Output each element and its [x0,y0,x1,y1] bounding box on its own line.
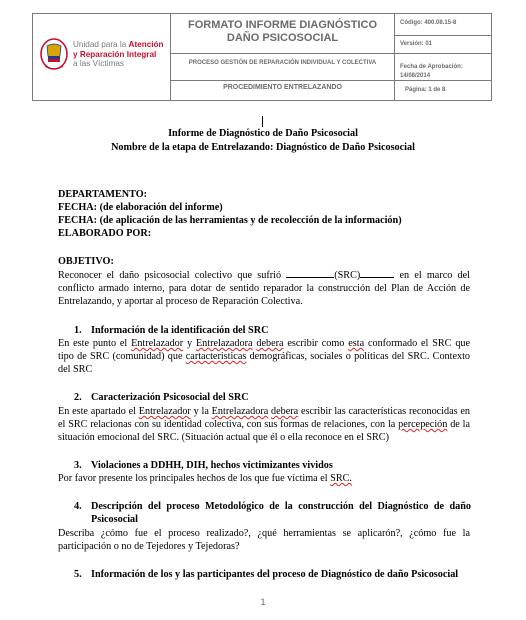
version-cell [395,36,491,54]
unidad-victimas-logo [39,36,167,76]
format-title-line2: DAÑO PSICOSOCIAL [226,32,339,44]
field-departamento: DEPARTAMENTO: [58,189,148,200]
doc-code: Código: 400.08.15-8 [400,20,457,26]
process-name: PROCESO GESTIÓN DE REPARACIÓN INDIVIDUAL Y COLECTIVA [188,60,377,66]
logo-cell [33,14,171,100]
s1-t1: Entrelazador [131,338,184,349]
code-cell [395,14,491,36]
s1-t7: esta [348,338,365,349]
process-cell [171,54,395,81]
format-title [171,14,394,45]
s3-t0: Por favor presente los principales hechos de los que fue víctima el [58,473,331,484]
section-1-title: Información de la identificación del SRC [91,325,269,336]
s1-t0: En este punto el [58,338,132,349]
section-2-body [58,405,470,444]
section-1-number: 1. [74,325,82,336]
section-1-body [58,337,470,376]
page-indicator: Página: 1 de 8 [405,87,446,93]
section-4-title: Descripción del proceso Metodológico de la construcción del Diagnóstico de daño Psicosocial [91,501,471,525]
field-fecha-aplicacion: FECHA: (de aplicación de las herramientas y de recolección de la información) [58,215,402,226]
section-2-number: 2. [74,392,82,403]
format-title-line1: FORMATO INFORME DIAGNÓSTICO [187,19,378,31]
section-5-number: 5. [74,569,82,580]
section-3-title: Violaciones a DDHH, DIH, hechos victimizantes vividos [91,460,333,471]
format-title-cell [171,14,395,54]
s2-t3: Entrelazadora [211,406,269,417]
doc-version: Versión: 01 [400,41,433,47]
s1-t9: cartacteristicas [185,351,247,362]
objective-text [58,268,470,308]
field-elaborado-por: ELABORADO POR: [58,228,152,239]
document-title: Informe de Diagnóstico de Daño Psicosocial [168,128,358,139]
s2-t7: percepeción [398,419,448,430]
approval-cell [395,54,491,81]
objective-heading: OBJETIVO: [58,256,114,267]
src-blank [286,268,334,278]
field-fecha-elaboracion: FECHA: (de elaboración del informe) [58,202,223,213]
logo-text [73,40,169,69]
page-cell [395,81,491,100]
procedure-name: PROCEDIMIENTO ENTRELAZANDO [223,84,342,91]
section-3-number: 3. [74,460,82,471]
s1-t2: y [183,338,196,349]
logo-line2: y Reparación Integral [73,49,157,59]
s1-t6: escribir como [283,338,349,349]
section-2-title: Caracterización Psicosocial del SRC [91,392,249,403]
objective-text-b: (SRC) [334,270,361,281]
s2-t5: debera [271,406,299,417]
s2-t1: Entrelazador [138,406,191,417]
logo-line3: a las Víctimas [73,59,124,68]
section-4-body: Describa ¿cómo fue el proceso realizado?, ¿qué herramientas se aplicarón?, ¿cómo fue la participación o no de Tejedores y Tejedoras? [58,528,470,552]
objective-text-a: Reconocer el daño psicosocial colectivo que sufrió [58,270,287,281]
logo-line1-red: Atención [128,40,164,49]
section-5-title: Información de los y las participantes del proceso de Diagnóstico de daño Psicosocial [91,569,459,580]
s2-t2: y la [190,406,212,417]
s2-t0: En este apartado el [58,406,139,417]
header-table [32,13,492,101]
s1-t3: Entrelazadora [195,338,253,349]
document-subtitle: Nombre de la etapa de Entrelazando: Diagnóstico de Daño Psicosocial [111,142,415,153]
objective-text-c: en el marco del conflicto armado interno, para dotar de sentido reparador la construcción del Plan de Acción de Entrelazando, y aportar al proceso de Reparación Colectiva. [58,270,470,307]
text-cursor [262,116,263,127]
colombia-seal-icon [39,36,69,76]
logo-line1: Unidad para la [73,40,129,49]
procedure-cell [171,81,395,100]
s3-t1: SRC. [330,473,352,484]
approval-date: Fecha de Aprobación: 14/08/2014 [400,64,463,79]
s1-t5: debera [256,338,284,349]
s1-t8: conformado el SRC que tipo de SRC (comunidad) que [58,338,471,362]
s2-t8: de la situación emocional del SRC. (Situación actual que él o ella reconoce en el SRC) [58,419,470,443]
page-number: 1 [260,597,266,607]
section-4-number: 4. [74,501,82,512]
src-blank-2 [360,268,394,278]
s2-t6: escribir las características reconocidas en el SRC relacionas con su identidad colectiva, con sus formas de relaciones, con la [58,406,471,430]
section-3-body [58,472,470,485]
s1-t10: demográficas, sociales o políticas del SRC. Contexto del SRC [58,351,470,375]
